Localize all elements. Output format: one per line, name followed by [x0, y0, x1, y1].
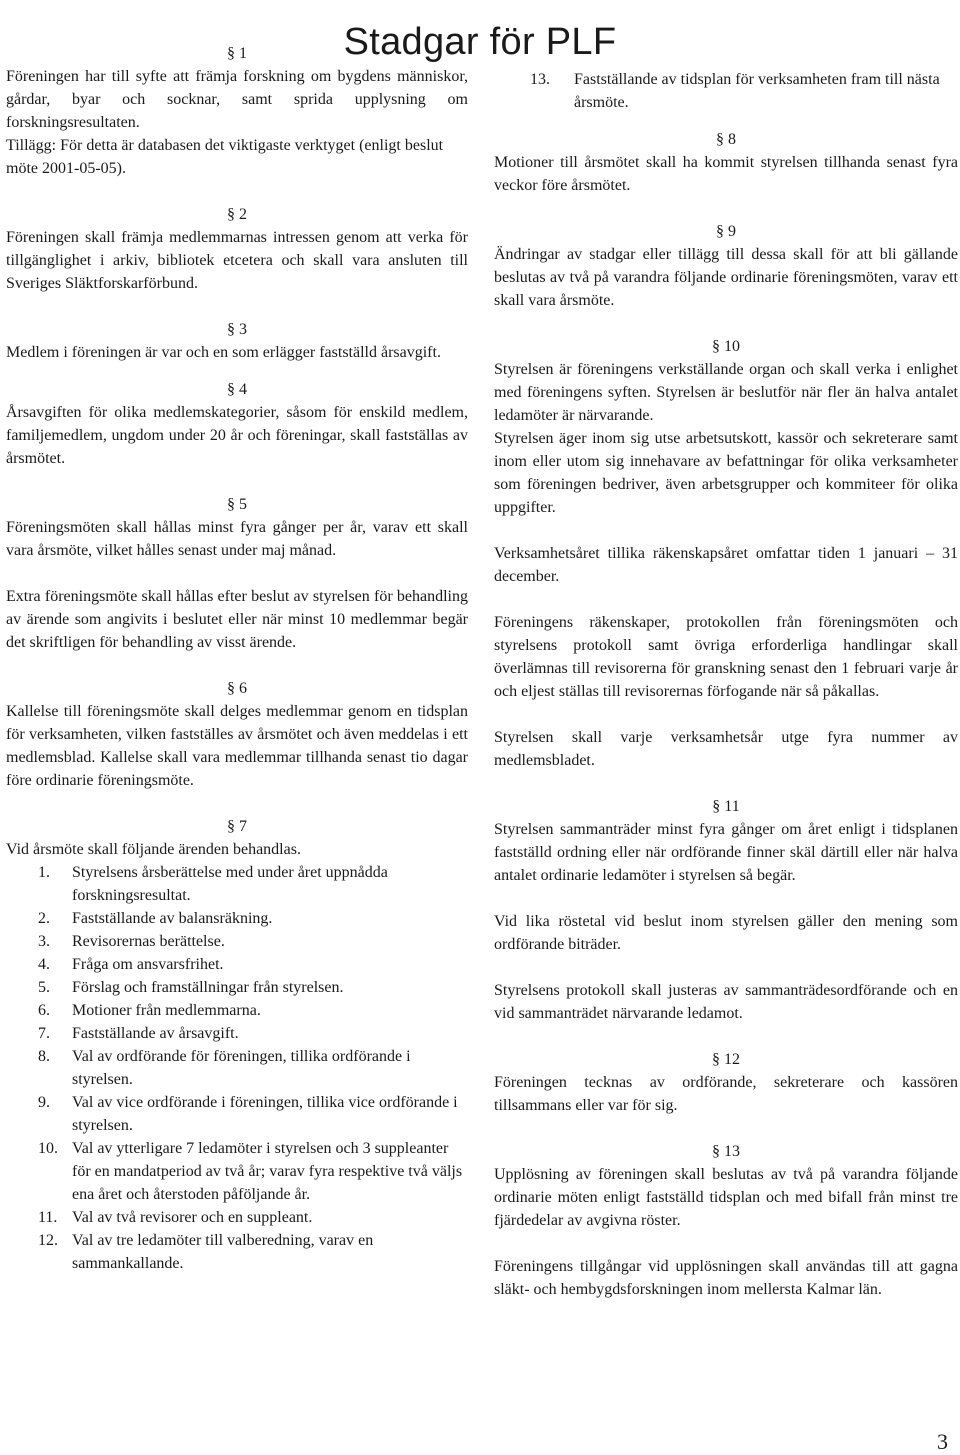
list-number: 12.	[38, 1232, 58, 1249]
page-number: 3	[937, 1429, 948, 1454]
section-heading-5: § 5	[227, 496, 247, 513]
section-heading-9: § 9	[716, 223, 736, 240]
list-text: Motioner från medlemmarna.	[72, 1002, 261, 1019]
list-number: 10.	[38, 1140, 58, 1157]
paragraph: Kallelse till föreningsmöte skall delges medlemmar genom en tidsplan för verksamheten, vilken fastställes av årsmötet och även meddelas i ett medlemsblad. Kallelse skall vara medlemmar tillhanda senast tio dagar före ordinarie föreningsmöte.	[6, 703, 468, 789]
list-item	[494, 68, 958, 114]
section-heading-6: § 6	[227, 680, 247, 697]
list-text: Val av tre ledamöter till valberedning, varav en sammankallande.	[72, 1232, 374, 1272]
paragraph: Styrelsen skall varje verksamhetsår utge fyra nummer av medlemsbladet.	[494, 729, 958, 769]
list-item	[6, 1045, 468, 1091]
list-number: 6.	[38, 1002, 50, 1019]
paragraph: Extra föreningsmöte skall hållas efter beslut av styrelsen för behandling av ärende som angivits i beslutet eller när minst 10 medlemmar begär det skriftligen för behandling av visst ärende.	[6, 588, 468, 651]
list-text: Val av ytterligare 7 ledamöter i styrelsen och 3 suppleanter för en mandatperiod av två år; varav fyra respektive två väljs ena året och återstoden påföljande år.	[72, 1140, 463, 1203]
paragraph: Föreningen tecknas av ordförande, sekreterare och kassören tillsammans eller var för sig.	[494, 1074, 958, 1114]
list-item	[6, 953, 468, 976]
list-item	[6, 861, 468, 907]
list-number: 9.	[38, 1094, 50, 1111]
list-item	[6, 907, 468, 930]
list-item	[6, 1091, 468, 1137]
paragraph: Årsavgiften för olika medlemskategorier, såsom för enskild medlem, familjemedlem, ungdom under 20 år och föreningar, skall fastställas av årsmötet.	[6, 404, 468, 467]
paragraph: Föreningens räkenskaper, protokollen från föreningsmöten och styrelsens protokoll samt övriga erforderliga handlingar skall överlämnas till revisorerna för granskning senast den 1 februari varje år och eljest ställas till revisorernas förfogande när så påkallas.	[494, 614, 958, 700]
list-text: Styrelsens årsberättelse med under året uppnådda forskningsresultat.	[72, 864, 388, 904]
section-heading-12: § 12	[712, 1051, 740, 1068]
paragraph: Föreningsmöten skall hållas minst fyra gånger per år, varav ett skall vara årsmöte, vilket hålles senast under maj månad.	[6, 519, 468, 559]
list-text: Val av två revisorer och en suppleant.	[72, 1209, 313, 1226]
list-item	[6, 1137, 468, 1206]
paragraph: Föreningens tillgångar vid upplösningen skall användas till att gagna släkt- och hembygdsforskningen inom mellersta Kalmar län.	[494, 1258, 958, 1298]
paragraph: Styrelsen sammanträder minst fyra gånger om året enligt i tidsplanen fastställd ordning eller när ordförande finner skäl därtill eller när halva antalet ordinarie ledamöter i styrelsen så begär.	[494, 821, 958, 884]
paragraph: Verksamhetsåret tillika räkenskapsåret omfattar tiden 1 januari – 31 december.	[494, 545, 958, 585]
list-text: Revisorernas berättelse.	[72, 933, 225, 950]
paragraph: Föreningen skall främja medlemmarnas intressen genom att verka för tillgänglighet i arkiv, bibliotek etcetera och skall vara ansluten till Sveriges Släktforskarförbund.	[6, 229, 468, 292]
list-number: 7.	[38, 1025, 50, 1042]
list-item	[6, 999, 468, 1022]
list-text: Fastställande av tidsplan för verksamheten fram till nästa årsmöte.	[574, 71, 940, 111]
list-item	[6, 1022, 468, 1045]
section-heading-4: § 4	[227, 381, 247, 398]
list-number: 2.	[38, 910, 50, 927]
section-heading-1: § 1	[227, 45, 247, 62]
agenda-list	[6, 861, 468, 1275]
page-title: Stadgar för PLF	[343, 21, 617, 64]
paragraph: Styrelsens protokoll skall justeras av sammanträdesordförande och en vid sammanträdet närvarande ledamot.	[494, 982, 958, 1022]
section-heading-11: § 11	[712, 798, 740, 815]
list-number: 1.	[38, 864, 50, 881]
paragraph: Styrelsen är föreningens verkställande organ och skall verka i enlighet med föreningens syften. Styrelsen är beslutför när fler än halva antalet ledamöter är närvarande.	[494, 361, 958, 424]
paragraph: Ändringar av stadgar eller tillägg till dessa skall för att bli gällande beslutas av två på varandra följande ordinarie föreningsmöten, varav ett skall vara årsmöte.	[494, 246, 958, 309]
list-text: Fråga om ansvarsfrihet.	[72, 956, 224, 973]
list-number: 8.	[38, 1048, 50, 1065]
list-text: Fastställande av balansräkning.	[72, 910, 273, 927]
right-column	[494, 68, 958, 1301]
list-number: 4.	[38, 956, 50, 973]
paragraph: Föreningen har till syfte att främja forskning om bygdens människor, gårdar, byar och socknar, samt sprida upplysning om forskningsresultaten.	[6, 68, 468, 131]
list-item	[6, 1206, 468, 1229]
section-heading-10: § 10	[712, 338, 740, 355]
paragraph: Motioner till årsmötet skall ha kommit styrelsen tillhanda senast fyra veckor före årsmötet.	[494, 154, 958, 194]
list-text: Val av vice ordförande i föreningen, tillika vice ordförande i styrelsen.	[72, 1094, 458, 1134]
list-number: 3.	[38, 933, 50, 950]
list-item	[6, 930, 468, 953]
list-text: Val av ordförande för föreningen, tillika ordförande i styrelsen.	[72, 1048, 411, 1088]
agenda-list-continued	[494, 68, 958, 114]
left-column	[6, 42, 468, 1275]
list-text: Fastställande av årsavgift.	[72, 1025, 239, 1042]
paragraph: Upplösning av föreningen skall beslutas av två på varandra följande ordinarie möten enligt fastställd tidsplan och med bifall från minst tre fjärdedelar av avgivna röster.	[494, 1166, 958, 1229]
paragraph: Vid lika röstetal vid beslut inom styrelsen gäller den mening som ordförande biträder.	[494, 913, 958, 953]
paragraph: Tillägg: För detta är databasen det viktigaste verktyget (enligt beslut möte 2001-05-05).	[6, 137, 444, 177]
section-heading-2: § 2	[227, 206, 247, 223]
paragraph: Styrelsen äger inom sig utse arbetsutskott, kassör och sekreterare samt inom eller utom sig innehavare av befattningar för olika verksamheter som föreningen bedriver, även arbetsgrupper och kommiteer för olika uppgifter.	[494, 430, 958, 516]
paragraph: Medlem i föreningen är var och en som erlägger fastställd årsavgift.	[6, 344, 441, 361]
section-heading-7: § 7	[227, 818, 247, 835]
section-heading-8: § 8	[716, 131, 736, 148]
list-item	[6, 976, 468, 999]
list-number: 5.	[38, 979, 50, 996]
paragraph: Vid årsmöte skall följande ärenden behandlas.	[6, 841, 301, 858]
list-text: Förslag och framställningar från styrelsen.	[72, 979, 344, 996]
section-heading-13: § 13	[712, 1143, 740, 1160]
section-heading-3: § 3	[227, 321, 247, 338]
list-number: 11.	[38, 1209, 58, 1226]
list-item	[6, 1229, 468, 1275]
list-number: 13.	[530, 71, 550, 88]
